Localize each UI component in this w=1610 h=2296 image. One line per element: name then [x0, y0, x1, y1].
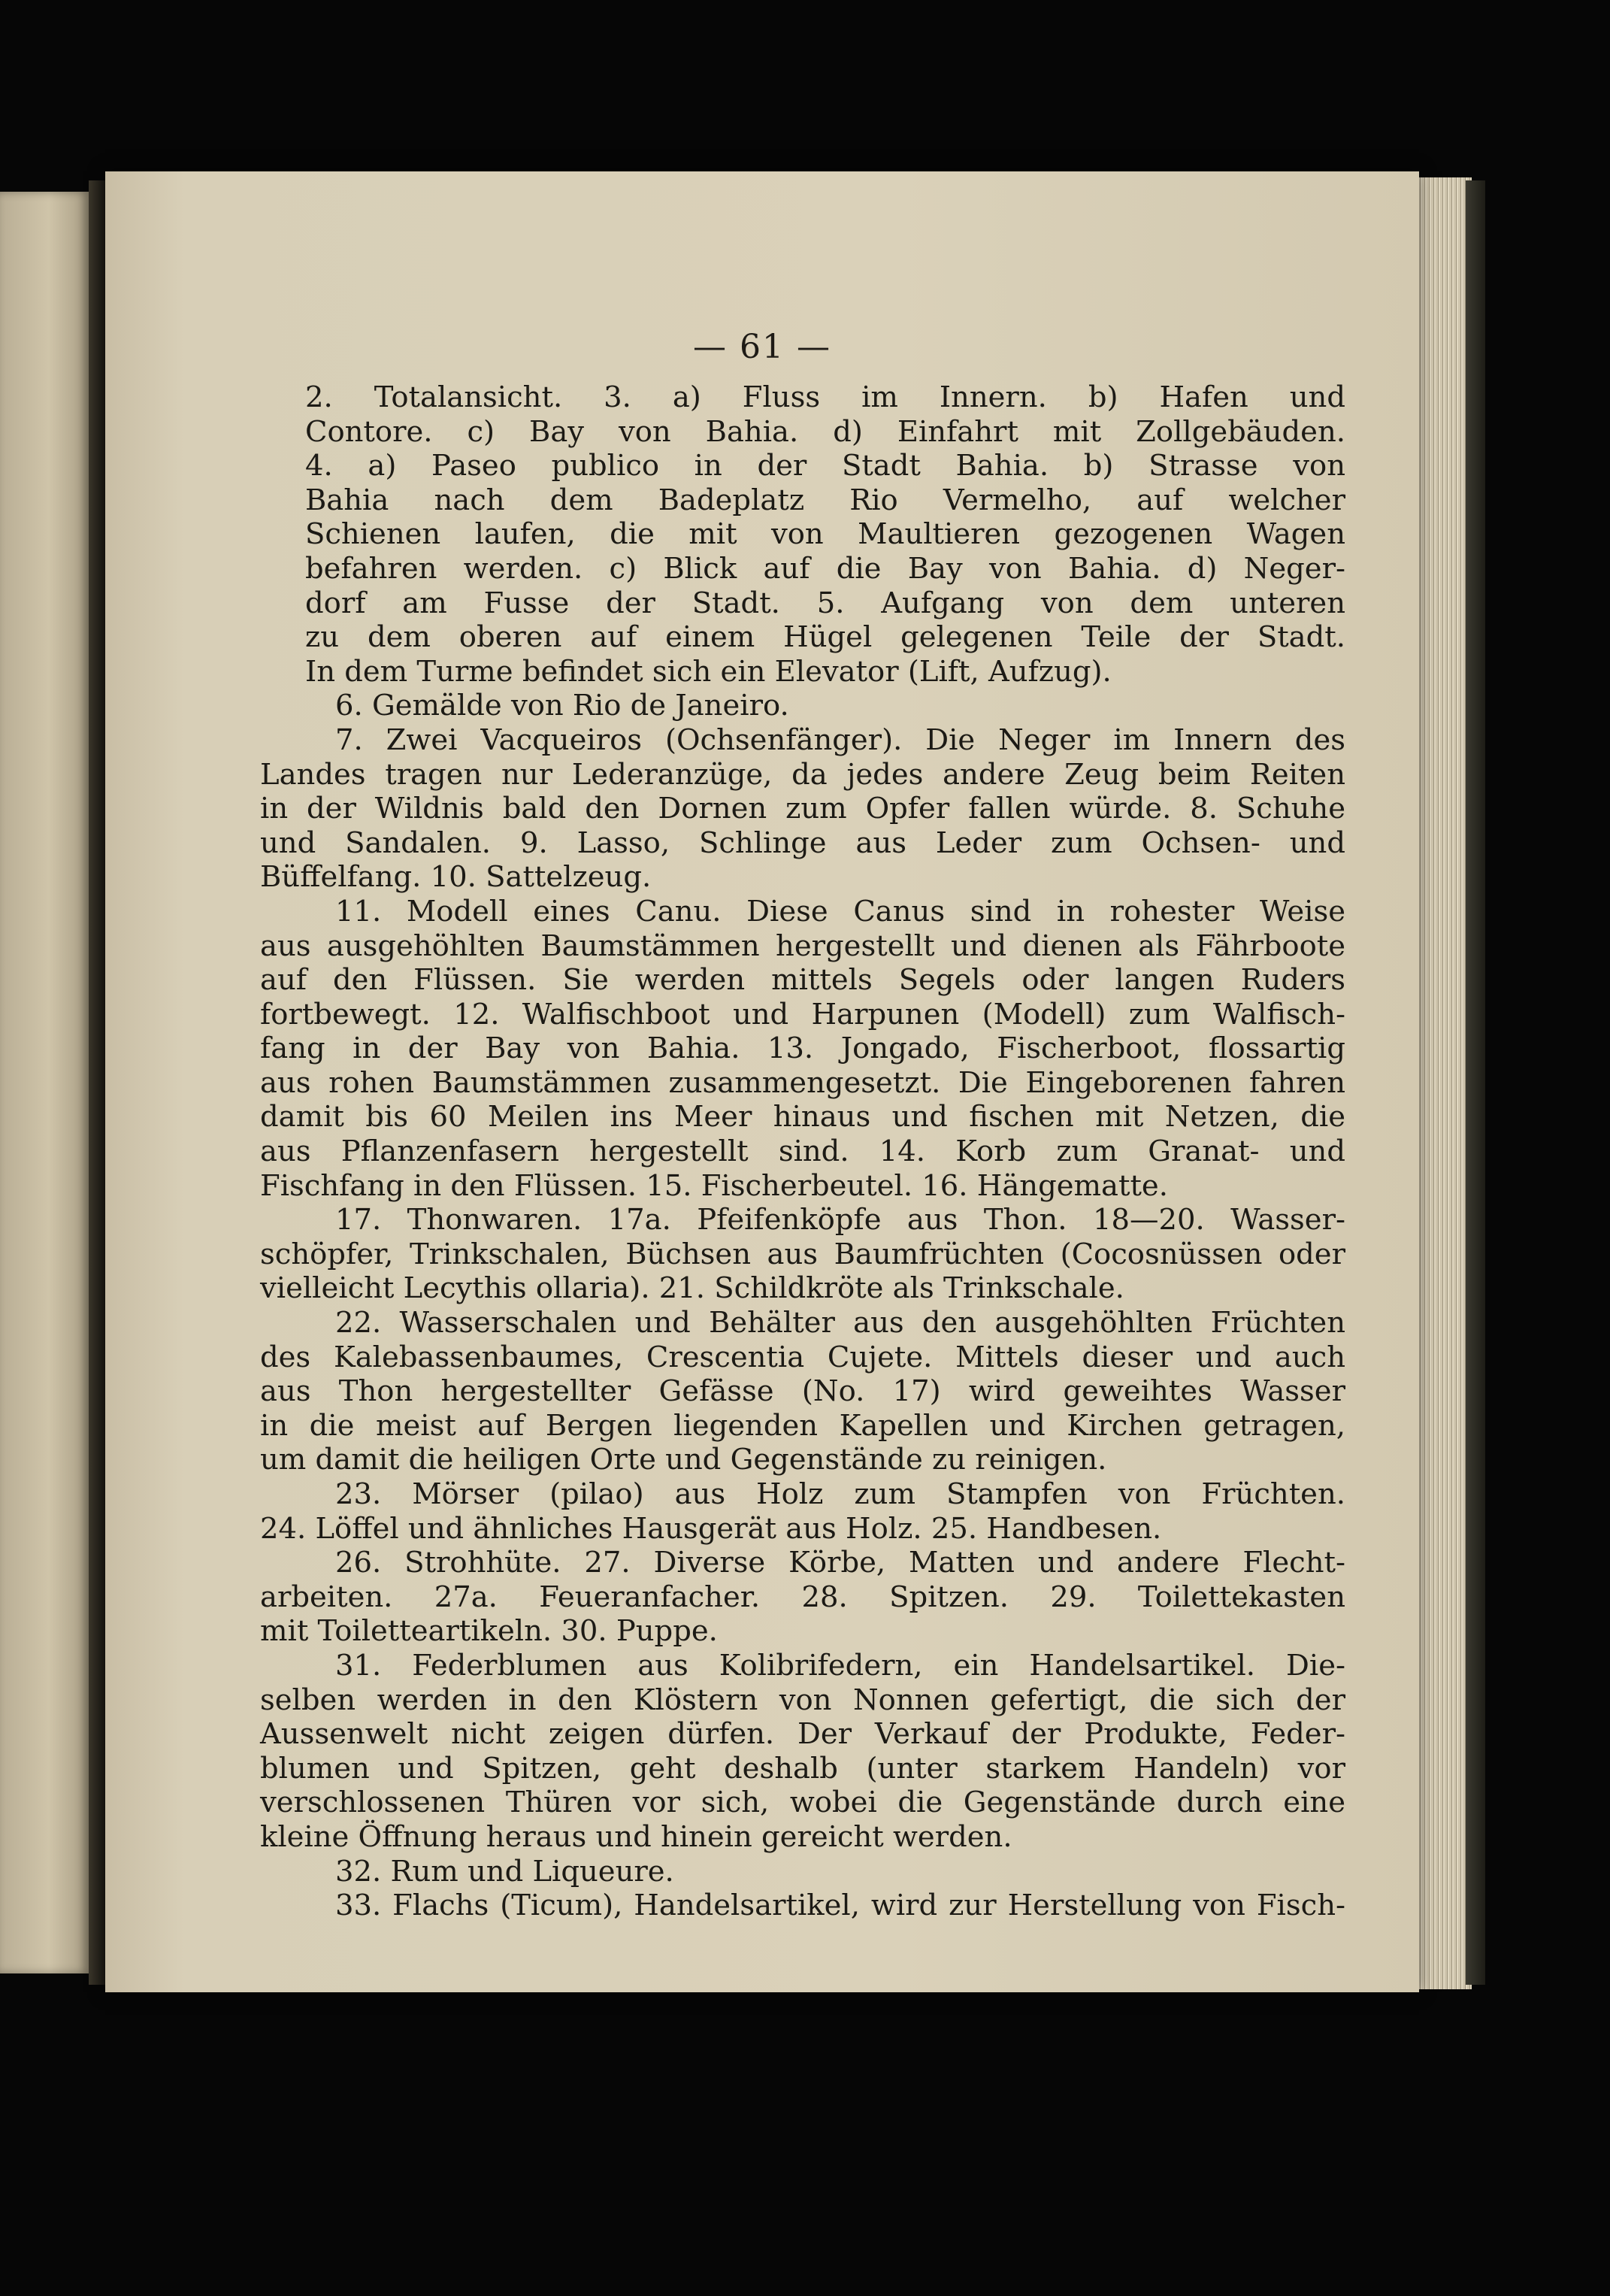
page-text-block	[260, 380, 1345, 1923]
text-line: in die meist auf Bergen liegenden Kapellen und Kirchen getragen,	[260, 1408, 1345, 1443]
text-line: auf den Flüssen. Sie werden mittels Segels oder langen Ruders	[260, 963, 1345, 998]
text-line: Contore. c) Bay von Bahia. d) Einfahrt mit Zollgebäuden.	[305, 414, 1345, 449]
text-line: in der Wildnis bald den Dornen zum Opfer fallen würde. 8. Schuhe	[260, 792, 1345, 826]
text-line: fang in der Bay von Bahia. 13. Jongado, Fischerboot, flossartig	[260, 1031, 1345, 1066]
text-line: befahren werden. c) Blick auf die Bay von Bahia. d) Neger-	[305, 551, 1345, 586]
text-line: 22. Wasserschalen und Behälter aus den ausgehöhlten Früchten	[335, 1306, 1345, 1340]
text-line: und Sandalen. 9. Lasso, Schlinge aus Leder zum Ochsen- und	[260, 825, 1345, 860]
text-line: aus Pflanzenfasern hergestellt sind. 14. Korb zum Granat- und	[260, 1134, 1345, 1169]
text-line: kleine Öffnung heraus und hinein gereicht werden.	[260, 1819, 1012, 1854]
text-line: Büffelfang. 10. Sattelzeug.	[260, 860, 652, 895]
text-line: mit Toiletteartikeln. 30. Puppe.	[260, 1614, 718, 1649]
book-page	[105, 171, 1419, 1992]
text-line: Bahia nach dem Badeplatz Rio Vermelho, auf welcher	[305, 483, 1345, 517]
text-line: vielleicht Lecythis ollaria). 21. Schildkröte als Trinkschale.	[260, 1271, 1124, 1306]
text-line: 31. Federblumen aus Kolibrifedern, ein Handelsartikel. Die-	[335, 1648, 1345, 1683]
text-line: 4. a) Paseo publico in der Stadt Bahia. b) Strasse von	[305, 449, 1345, 483]
text-line: blumen und Spitzen, geht deshalb (unter starkem Handeln) vor	[260, 1751, 1345, 1786]
text-line: damit bis 60 Meilen ins Meer hinaus und fischen mit Netzen, die	[260, 1100, 1345, 1134]
text-line: arbeiten. 27a. Feueranfacher. 28. Spitzen. 29. Toilettekasten	[260, 1580, 1345, 1614]
book-cover-edge	[1466, 180, 1485, 1985]
text-line: 17. Thonwaren. 17a. Pfeifenköpfe aus Thon. 18—20. Wasser-	[335, 1203, 1345, 1237]
page-stack-edges	[1413, 177, 1472, 1989]
text-line: verschlossenen Thüren vor sich, wobei die Gegenstände durch eine	[260, 1786, 1345, 1820]
text-line: um damit die heiligen Orte und Gegenstände zu reinigen.	[260, 1443, 1107, 1477]
text-line: fortbewegt. 12. Walfischboot und Harpunen (Modell) zum Walfisch-	[260, 997, 1345, 1031]
text-line: Aussenwelt nicht zeigen dürfen. Der Verkauf der Produkte, Feder-	[260, 1717, 1345, 1752]
left-facing-page-edge	[0, 192, 89, 1973]
text-line: selben werden in den Klöstern von Nonnen gefertigt, die sich der	[260, 1683, 1345, 1717]
text-line: des Kalebassenbaumes, Crescentia Cujete. Mittels dieser und auch	[260, 1340, 1345, 1374]
page-number: — 61 —	[693, 328, 831, 366]
text-line: dorf am Fusse der Stadt. 5. Aufgang von dem unteren	[305, 586, 1345, 620]
text-line: schöpfer, Trinkschalen, Büchsen aus Baumfrüchten (Cocosnüssen oder	[260, 1237, 1345, 1271]
text-line: aus Thon hergestellter Gefässe (No. 17) wird geweihtes Wasser	[260, 1374, 1345, 1409]
text-line: 26. Strohhüte. 27. Diverse Körbe, Matten und andere Flecht-	[335, 1546, 1345, 1580]
text-line: 2. Totalansicht. 3. a) Fluss im Innern. b) Hafen und	[305, 380, 1345, 414]
text-line: 24. Löffel und ähnliches Hausgerät aus Holz. 25. Handbesen.	[260, 1511, 1162, 1546]
text-line: 7. Zwei Vacqueiros (Ochsenfänger). Die Neger im Innern des	[335, 722, 1345, 757]
text-line: aus ausgehöhlten Baumstämmen hergestellt und dienen als Fährboote	[260, 928, 1345, 963]
text-line: aus rohen Baumstämmen zusammengesetzt. Die Eingeborenen fahren	[260, 1065, 1345, 1100]
text-line: zu dem oberen auf einem Hügel gelegenen Teile der Stadt.	[305, 620, 1345, 655]
text-line: 23. Mörser (pilao) aus Holz zum Stampfen von Früchten.	[335, 1477, 1345, 1511]
text-line: In dem Turme befindet sich ein Elevator (Lift, Aufzug).	[305, 654, 1112, 689]
text-line: Schienen laufen, die mit von Maultieren gezogenen Wagen	[305, 517, 1345, 552]
text-line: 33. Flachs (Ticum), Handelsartikel, wird zur Herstellung von Fisch-	[335, 1889, 1345, 1923]
text-line: Landes tragen nur Lederanzüge, da jedes andere Zeug beim Reiten	[260, 757, 1345, 792]
text-line: 6. Gemälde von Rio de Janeiro.	[335, 689, 789, 723]
text-line: 32. Rum und Liqueure.	[335, 1854, 674, 1889]
text-line: 11. Modell eines Canu. Diese Canus sind in rohester Weise	[335, 894, 1345, 928]
text-line: Fischfang in den Flüssen. 15. Fischerbeutel. 16. Hängematte.	[260, 1168, 1168, 1203]
